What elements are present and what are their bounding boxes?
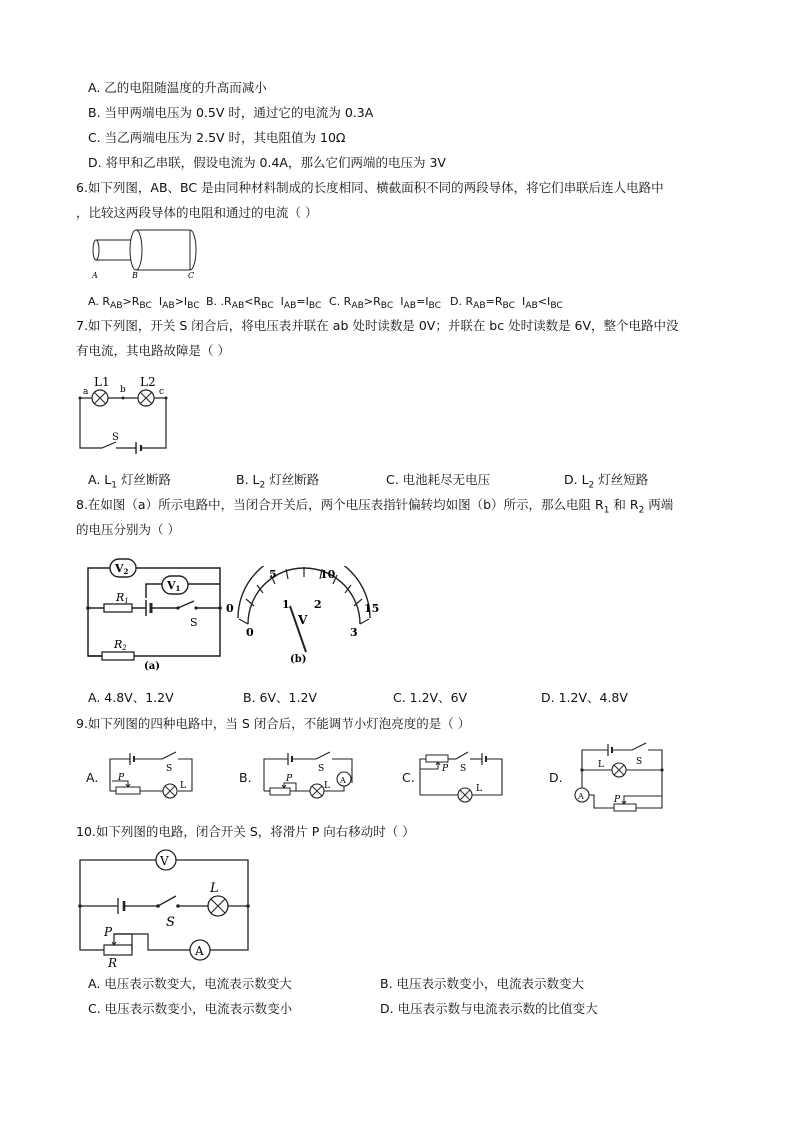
q9b-label-l: L	[324, 781, 330, 791]
q9a-label-l: L	[180, 781, 186, 791]
q10-label-s: S	[166, 915, 175, 930]
q10-option-a: A. 电压表示数变大，电流表示数变大	[88, 976, 292, 991]
q8-label-v1: V1	[167, 579, 181, 593]
q5-option-d: D. 将甲和乙串联，假设电流为 0.4A，那么它们两端的电压为 3V	[88, 155, 446, 170]
q6-stem-line2: ，比较这两段导体的电阻和通过的电流（ ）	[76, 205, 318, 220]
q9-circuit-c	[416, 747, 506, 805]
q10-option-b: B. 电压表示数变小，电流表示数变大	[380, 976, 585, 991]
q7-circuit-figure	[74, 372, 174, 456]
q9-label-d: D.	[549, 770, 563, 785]
q10-label-p: P	[104, 925, 113, 939]
q7-stem-line1: 7.如下列图，开关 S 闭合后，将电压表并联在 ab 处时读数是 0V；并联在 bc 处时读数是 6V，整个电路中没	[76, 318, 679, 333]
q9c-label-p: P	[442, 764, 449, 774]
q8-label-a: (a)	[144, 661, 160, 672]
q6-label-c: C	[188, 271, 195, 280]
q9b-label-p: P	[286, 774, 293, 784]
q8-tick-top-10: 10	[320, 568, 336, 581]
q7-label-b: b	[120, 385, 126, 395]
q8-label-r2: R2	[114, 638, 127, 652]
q6-option-a: A. $R_{AB}>R_{BC}$ $I_{AB}>I_{BC}$	[88, 295, 200, 312]
q7-option-a: A. $L_1$ 灯丝断路	[88, 472, 171, 491]
q9b-label-s: S	[318, 764, 325, 774]
q9d-label-l: L	[598, 760, 604, 770]
q9-stem: 9.如下列图的四种电路中，当 S 闭合后，不能调节小灯泡亮度的是（ ）	[76, 716, 471, 731]
q9d-ammeter-label: A	[578, 792, 584, 801]
q9-label-c: C.	[402, 770, 415, 785]
q8-tick-bottom-1: 1	[282, 598, 290, 611]
q6-stem-line1: 6.如下列图，AB、BC 是由同种材料制成的长度相同、横截面积不同的两段导体，将它们串联后连人电路中	[76, 180, 664, 195]
q7-label-l1: L1	[94, 375, 110, 389]
q8-option-d: D. 1.2V、4.8V	[541, 690, 628, 705]
q8-option-c: C. 1.2V、6V	[393, 690, 468, 705]
q5-option-a: A. 乙的电阻随温度的升高而减小	[88, 80, 267, 95]
q5-option-c: C. 当乙两端电压为 2.5V 时，其电阻值为 10Ω	[88, 130, 346, 145]
q8-meter-label: V	[298, 613, 308, 627]
q8-label-r1: R1	[116, 591, 129, 605]
q8-tick-bottom-2: 2	[314, 598, 322, 611]
q8-tick-top-5: 5	[269, 568, 277, 581]
q8-label-b: (b)	[290, 654, 307, 665]
q10-voltmeter-label: V	[160, 854, 169, 868]
q7-label-s: S	[112, 432, 119, 443]
q8-stem-line2: 的电压分别为（ ）	[76, 522, 180, 537]
q8-voltmeter-figure-b	[224, 566, 386, 666]
q9-label-b: B.	[239, 770, 252, 785]
q9c-label-l: L	[476, 784, 482, 794]
q6-label-a: A	[92, 271, 98, 280]
q8-option-b: B. 6V、1.2V	[243, 690, 317, 705]
q9-label-a: A.	[86, 770, 99, 785]
q8-tick-bottom-0: 0	[246, 626, 254, 639]
q6-option-d: D. $R_{AB}=R_{BC}$ $I_{AB}<I_{BC}$	[450, 295, 563, 312]
q10-stem: 10.如下列图的电路，闭合开关 S，将滑片 P 向右移动时（ ）	[76, 824, 415, 839]
q9b-ammeter-label: A	[340, 776, 346, 785]
q7-option-c: C. 电池耗尽无电压	[386, 472, 491, 487]
q7-label-l2: L2	[140, 375, 156, 389]
q9c-label-s: S	[460, 764, 467, 774]
q8-label-v2: V2	[115, 562, 129, 576]
q8-stem-line1: 8.在如图（a）所示电路中，当闭合开关后，两个电压表指针偏转均如图（b）所示，那么电阻 $R_1$ 和 $R_2$ 两端	[76, 497, 674, 516]
q6-option-c: C. $R_{AB}>R_{BC}$ $I_{AB}=I_{BC}$	[329, 295, 442, 312]
q8-option-a: A. 4.8V、1.2V	[88, 690, 174, 705]
q8-tick-bottom-3: 3	[350, 626, 358, 639]
q8-tick-top-15: 15	[364, 602, 380, 615]
q6-label-b: B	[132, 271, 138, 280]
q9-circuit-d	[568, 742, 668, 816]
q10-label-l: L	[210, 881, 219, 896]
q7-option-b: B. $L_2$ 灯丝断路	[236, 472, 320, 491]
q8-label-s: S	[190, 616, 198, 629]
q5-option-b: B. 当甲两端电压为 0.5V 时，通过它的电流为 0.3A	[88, 105, 374, 120]
q7-label-a: a	[83, 387, 89, 397]
q10-option-d: D. 电压表示数与电流表示数的比值变大	[380, 1001, 598, 1016]
q10-ammeter-label: A	[195, 944, 204, 958]
q7-label-c: c	[159, 387, 165, 397]
q9a-label-p: P	[118, 773, 125, 783]
q9-circuit-a	[106, 747, 196, 805]
q9-circuit-b	[260, 747, 356, 805]
q10-option-c: C. 电压表示数变小，电流表示数变小	[88, 1001, 293, 1016]
q9d-label-p: P	[614, 795, 621, 805]
q8-tick-top-0: 0	[226, 602, 234, 615]
q7-option-d: D. $L_2$ 灯丝短路	[564, 472, 649, 491]
q10-label-r: R	[108, 956, 118, 968]
q8-circuit-figure-a	[84, 556, 224, 672]
q6-conductor-figure	[86, 226, 206, 282]
q7-stem-line2: 有电流，其电路故障是（ ）	[76, 343, 230, 358]
q10-circuit-figure	[74, 848, 254, 968]
q9d-label-s: S	[636, 757, 643, 767]
q9a-label-s: S	[166, 764, 173, 774]
q6-option-b: B. $.R_{AB}<R_{BC}$ $I_{AB}=I_{BC}$	[206, 295, 322, 312]
